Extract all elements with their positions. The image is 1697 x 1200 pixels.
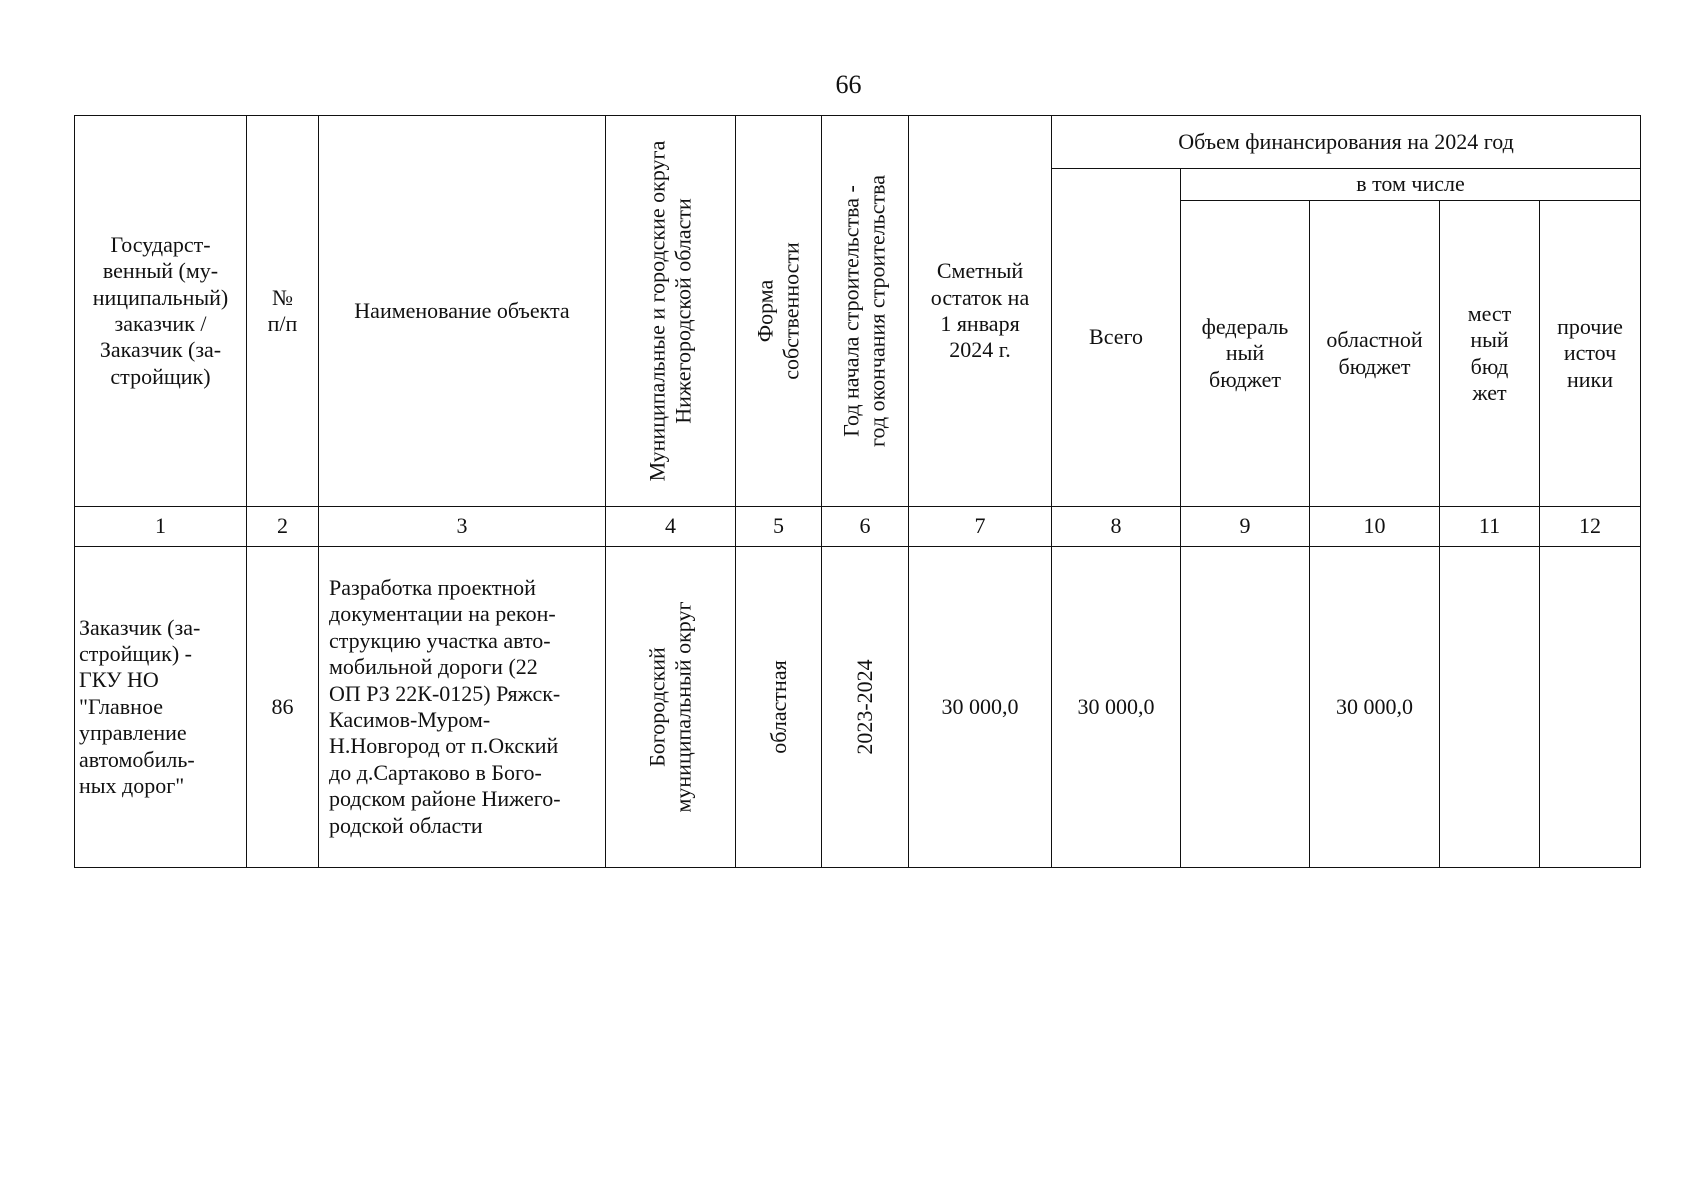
table-row (75, 547, 1641, 868)
header-financing: Объем финансирования на 2024 год (1052, 116, 1641, 169)
row-estimate: 30 000,0 (909, 547, 1052, 868)
page-number: 66 (835, 70, 862, 99)
header-local: мест ный бюд жет (1440, 201, 1540, 507)
row-regional: 30 000,0 (1310, 547, 1440, 868)
column-number: 3 (319, 507, 606, 547)
header-ownership: Форма собственности (736, 116, 822, 507)
header-including: в том числе (1181, 169, 1641, 201)
row-district: Богородский муниципальный округ (606, 547, 736, 868)
row-years: 2023-2024 (822, 547, 909, 868)
row-other (1540, 547, 1641, 868)
header-years: Год начала строительства - год окончания строительства (822, 116, 909, 507)
row-federal (1181, 547, 1310, 868)
header-customer: Государст- венный (му- ниципальный) заказчик / Заказчик (за- стройщик) (75, 116, 247, 507)
header-regional: областной бюджет (1310, 201, 1440, 507)
row-customer: Заказчик (за- стройщик) - ГКУ НО "Главное управление автомобиль- ных дорог" (75, 547, 247, 868)
column-number: 1 (75, 507, 247, 547)
header-district: Муниципальные и городские округа Нижегородской области (606, 116, 736, 507)
row-total: 30 000,0 (1052, 547, 1181, 868)
header-federal: федераль ный бюджет (1181, 201, 1310, 507)
column-number: 4 (606, 507, 736, 547)
row-local (1440, 547, 1540, 868)
column-number: 12 (1540, 507, 1641, 547)
column-number: 10 (1310, 507, 1440, 547)
header-number: № п/п (247, 116, 319, 507)
column-number: 9 (1181, 507, 1310, 547)
financing-table (74, 115, 1641, 868)
column-number: 8 (1052, 507, 1181, 547)
column-number: 7 (909, 507, 1052, 547)
column-number: 11 (1440, 507, 1540, 547)
column-number: 2 (247, 507, 319, 547)
row-ownership: областная (736, 547, 822, 868)
column-number-row (75, 507, 1641, 547)
row-object-name: Разработка проектной документации на рекон- струкцию участка авто- мобильной дороги (22 ОП РЗ 22К-0125) Ряжск- Касимов-Муром- Н.Новгород от п.Окский до д.Сартаково в Бого- родском районе Нижего- родской области (319, 547, 606, 868)
row-number: 86 (247, 547, 319, 868)
header-total: Всего (1052, 169, 1181, 507)
header-estimate: Сметный остаток на 1 января 2024 г. (909, 116, 1052, 507)
column-number: 6 (822, 507, 909, 547)
header-object-name: Наименование объекта (319, 116, 606, 507)
column-number: 5 (736, 507, 822, 547)
header-other: прочие источ ники (1540, 201, 1641, 507)
